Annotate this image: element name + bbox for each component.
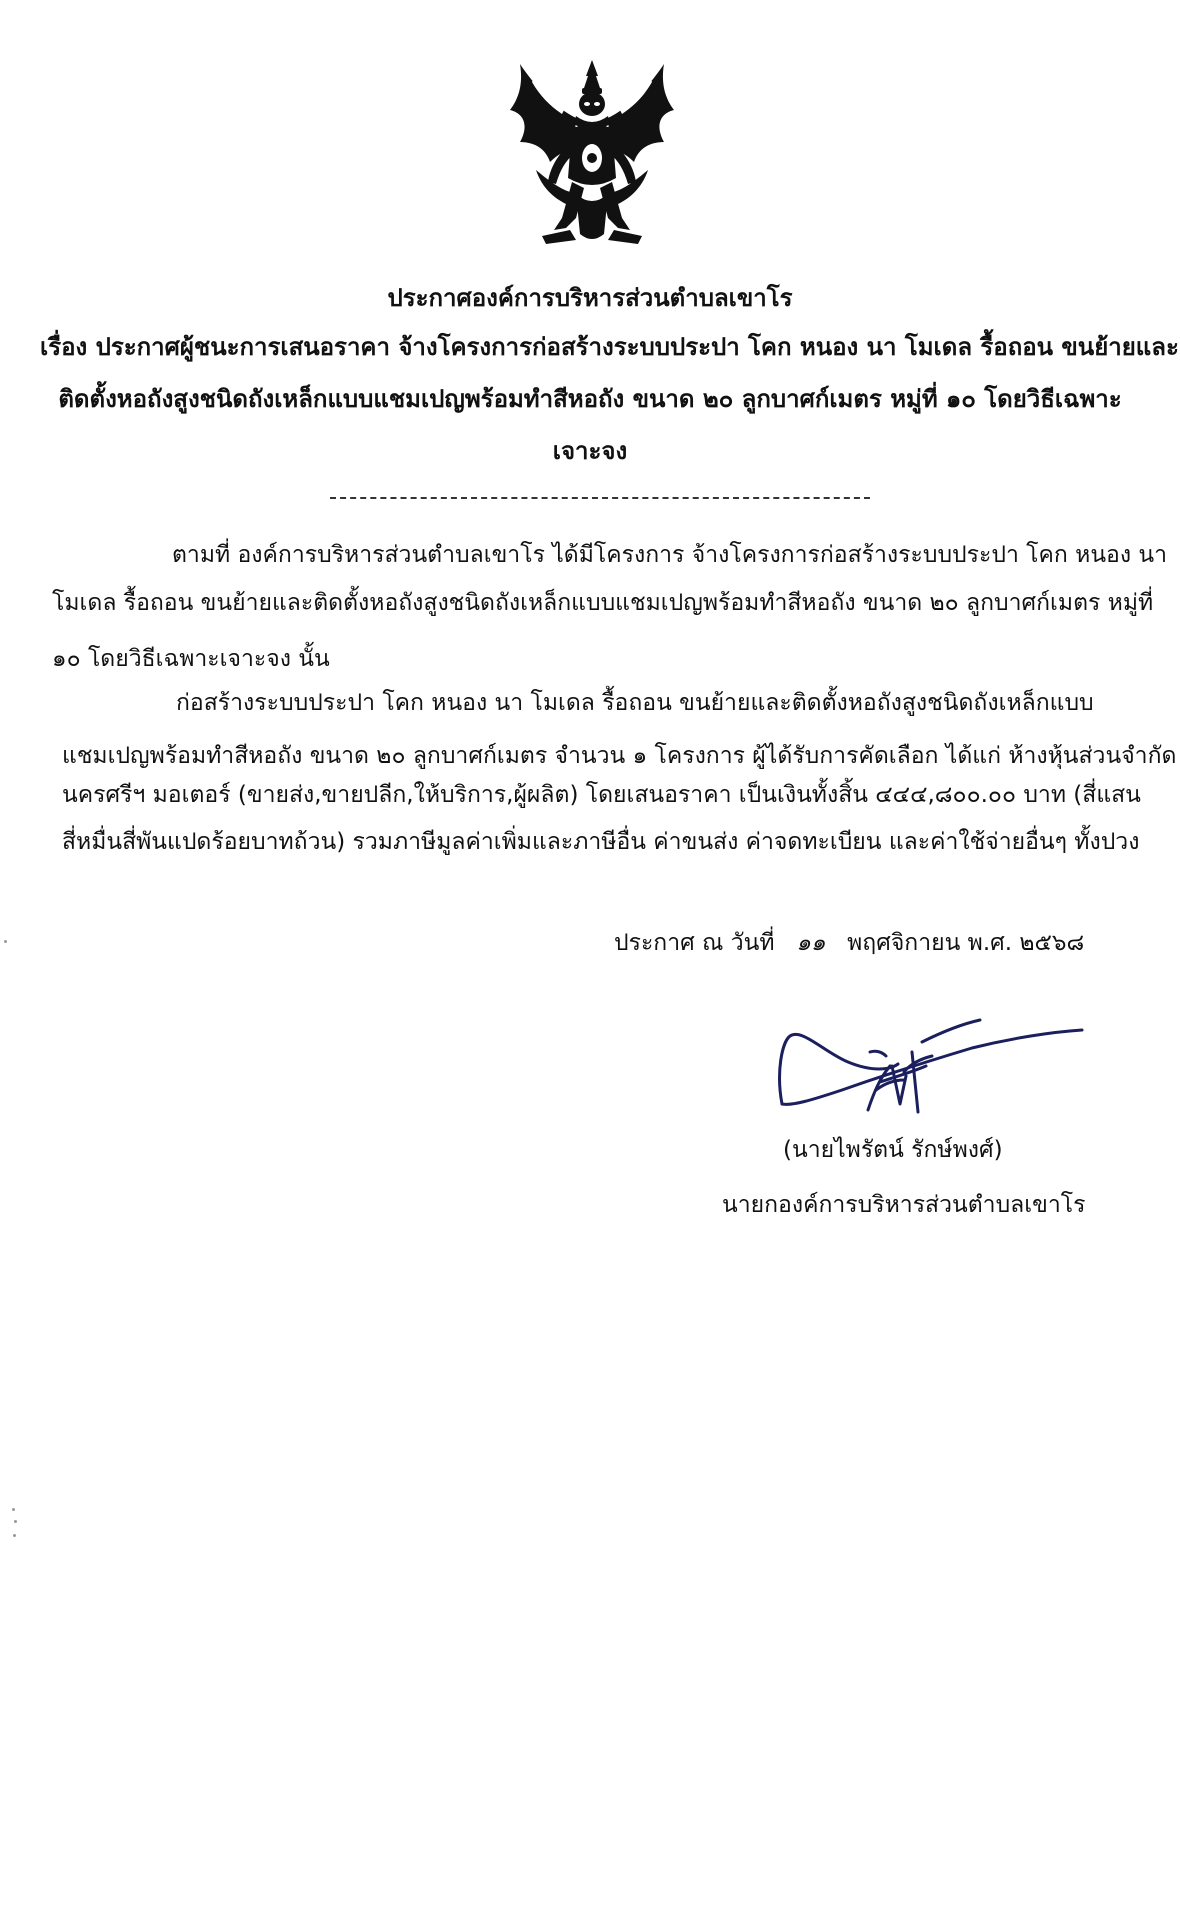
- announce-month-year: พฤศจิกายน พ.ศ. ๒๕๖๘: [847, 930, 1085, 956]
- subject-line-2: ติดตั้งหอถังสูงชนิดถังเหล็กแบบแชมเปญพร้อมทำสีหอถัง ขนาด ๒๐ ลูกบาศก์เมตร หมู่ที่ ๑๐ โดยวิธีเฉพาะ: [58, 385, 1122, 413]
- scan-speck: [13, 1534, 16, 1537]
- divider-line: [330, 497, 870, 499]
- paragraph-1-line-1: ตามที่ องค์การบริหารส่วนตำบลเขาโร ได้มีโครงการ จ้างโครงการก่อสร้างระบบประปา โคก หนอง นา: [172, 542, 1168, 568]
- paragraph-2-line-3: นครศรีฯ มอเตอร์ (ขายส่ง,ขายปลีก,ให้บริการ,ผู้ผลิต) โดยเสนอราคา เป็นเงินทั้งสิ้น ๔๔๔,๘๐๐.๐๐ บาท (สี่แสน: [62, 782, 1141, 808]
- paragraph-1-line-3: ๑๐ โดยวิธีเฉพาะเจาะจง นั้น: [52, 646, 330, 672]
- scan-speck: [14, 1520, 17, 1523]
- paragraph-2-line-2: แชมเปญพร้อมทำสีหอถัง ขนาด ๒๐ ลูกบาศก์เมตร จำนวน ๑ โครงการ ผู้ได้รับการคัดเลือก ได้แก่ ห้างหุ้นส่วนจำกัด: [62, 743, 1177, 769]
- scan-speck: [4, 940, 7, 943]
- handwritten-signature: [772, 1012, 1092, 1132]
- subject-line-3: เจาะจง: [552, 437, 628, 465]
- announcement-title: ประกาศองค์การบริหารส่วนตำบลเขาโร: [387, 284, 793, 312]
- announce-date: [614, 928, 1084, 958]
- signatory-position: นายกองค์การบริหารส่วนตำบลเขาโร: [722, 1192, 1086, 1218]
- announce-date-prefix: ประกาศ ณ วันที่: [614, 930, 775, 956]
- signatory-name: (นายไพรัตน์ รักษ์พงศ์): [783, 1137, 1003, 1163]
- subject-line-1: เรื่อง ประกาศผู้ชนะการเสนอราคา จ้างโครงการก่อสร้างระบบประปา โคก หนอง นา โมเดล รื้อถอน ขนย้ายและ: [40, 333, 1179, 361]
- paragraph-2-line-4: สี่หมื่นสี่พันแปดร้อยบาทถ้วน) รวมภาษีมูลค่าเพิ่มและภาษีอื่น ค่าขนส่ง ค่าจดทะเบียน และค่าใช้จ่ายอื่นๆ ทั้งปวง: [62, 829, 1140, 855]
- garuda-emblem-icon: [506, 58, 678, 248]
- announce-day: ๑๑: [796, 930, 826, 956]
- paragraph-2-line-1: ก่อสร้างระบบประปา โคก หนอง นา โมเดล รื้อถอน ขนย้ายและติดตั้งหอถังสูงชนิดถังเหล็กแบบ: [176, 690, 1094, 716]
- paragraph-1-line-2: โมเดล รื้อถอน ขนย้ายและติดตั้งหอถังสูงชนิดถังเหล็กแบบแชมเปญพร้อมทำสีหอถัง ขนาด ๒๐ ลูกบาศก์เมตร หมู่ที่: [52, 590, 1154, 616]
- scan-speck: [12, 1508, 15, 1511]
